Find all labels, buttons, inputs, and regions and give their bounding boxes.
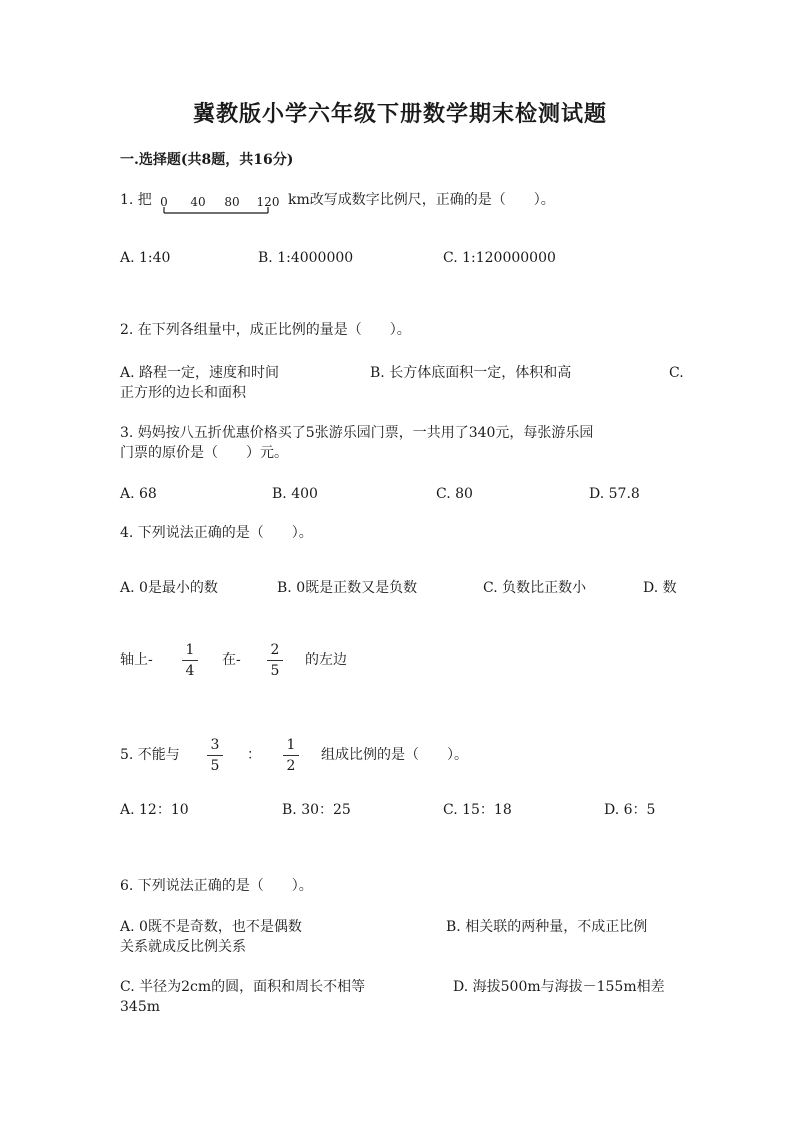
scale-tick-label: 120	[256, 195, 280, 209]
q6-option-c: C. 半径为2cm的圆，面积和周长不相等	[120, 979, 366, 995]
q1-option-c: C. 1:120000000	[443, 250, 556, 266]
q3-option-b: B. 400	[272, 486, 318, 502]
q4-option-d: D. 数	[643, 580, 677, 596]
q4-stem: 4. 下列说法正确的是（ ）。	[120, 525, 313, 541]
fraction-bar	[283, 755, 299, 756]
section-heading: 一.选择题(共8题，共16分)	[120, 152, 294, 168]
fraction-bar	[182, 660, 198, 661]
fraction-denominator: 2	[286, 758, 296, 774]
fraction-bar	[267, 660, 283, 661]
scale-tick-label: 40	[190, 195, 206, 209]
scale-bar-icon	[156, 192, 286, 220]
fraction	[207, 737, 223, 774]
fraction-numerator: 3	[210, 737, 220, 753]
fraction-bar	[207, 755, 223, 756]
q1-option-a: A. 1:40	[120, 250, 171, 266]
q5-option-d: D. 6：5	[604, 802, 656, 818]
scale-tick-label: 0	[160, 195, 168, 209]
q6-option-a: A. 0既不是奇数，也不是偶数	[120, 919, 302, 935]
scale-tick-label: 80	[224, 195, 240, 209]
q1-option-b: B. 1:4000000	[258, 250, 354, 266]
q4-continuation-mid: 在-	[222, 652, 241, 668]
fraction-numerator: 1	[286, 737, 296, 753]
q6-option-b-continuation: 关系就成反比例关系	[120, 939, 246, 955]
q6-stem: 6. 下列说法正确的是（ ）。	[120, 878, 313, 894]
q2-stem: 2. 在下列各组量中，成正比例的量是（ ）。	[120, 322, 411, 338]
q2-option-c: 正方形的边长和面积	[120, 385, 246, 401]
q6-option-d: D. 海拔500m与海拔－155m相差	[453, 979, 665, 995]
q4-option-a: A. 0是最小的数	[120, 580, 218, 596]
q5-option-b: B. 30：25	[282, 802, 351, 818]
q3-option-c: C. 80	[436, 486, 473, 502]
fraction-denominator: 5	[270, 663, 280, 679]
q5-prefix: 5. 不能与	[120, 747, 180, 763]
fraction	[182, 642, 198, 679]
fraction-numerator: 1	[185, 642, 195, 658]
q2-option-b: B. 长方体底面积一定，体积和高	[370, 365, 572, 381]
q2-option-a: A. 路程一定，速度和时间	[120, 365, 280, 381]
q4-continuation-suffix: 的左边	[305, 652, 347, 668]
q3-option-d: D. 57.8	[589, 486, 640, 502]
fraction	[283, 737, 299, 774]
q6-option-b: B. 相关联的两种量，不成正比例	[446, 919, 648, 935]
ratio-colon: ：	[247, 747, 261, 763]
q6-option-d-continuation: 345m	[120, 999, 160, 1015]
fraction-denominator: 4	[185, 663, 195, 679]
q1-suffix: km改写成数字比例尺，正确的是（ ）。	[288, 192, 555, 208]
q3-stem-line1: 3. 妈妈按八五折优惠价格买了5张游乐园门票，一共用了340元，每张游乐园	[120, 425, 594, 441]
q3-stem-line2: 门票的原价是（ ）元。	[120, 445, 288, 461]
q5-suffix: 组成比例的是（ ）。	[321, 747, 468, 763]
fraction-denominator: 5	[210, 758, 220, 774]
q3-option-a: A. 68	[120, 486, 157, 502]
q4-option-b: B. 0既是正数又是负数	[277, 580, 418, 596]
fraction	[267, 642, 283, 679]
q5-option-a: A. 12：10	[120, 802, 189, 818]
q5-option-c: C. 15：18	[443, 802, 512, 818]
q1-prefix: 1. 把	[120, 192, 152, 208]
q4-continuation-prefix: 轴上-	[120, 652, 153, 668]
page-title: 冀教版小学六年级下册数学期末检测试题	[192, 101, 607, 127]
q4-option-c: C. 负数比正数小	[483, 580, 587, 596]
fraction-numerator: 2	[270, 642, 280, 658]
q2-option-c-label: C.	[669, 365, 684, 381]
